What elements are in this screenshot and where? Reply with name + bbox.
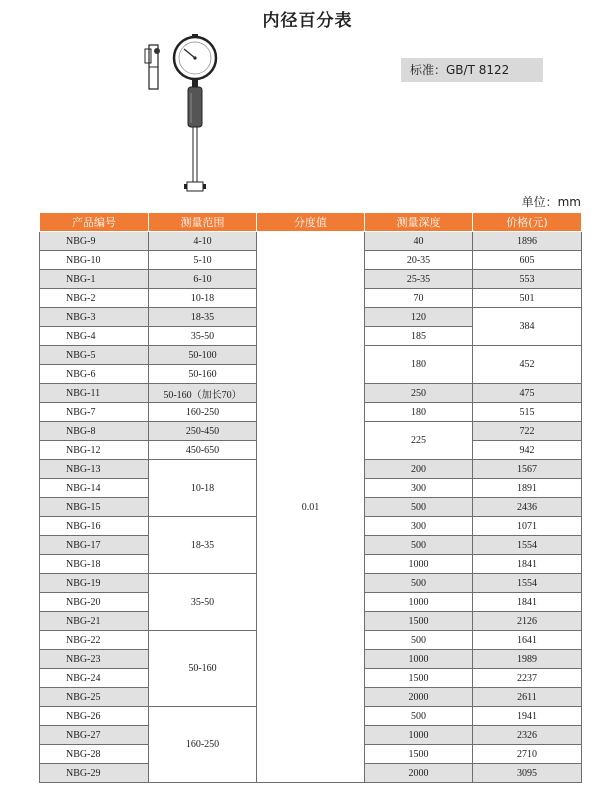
measuring-depth-cell: 500 xyxy=(365,707,473,726)
unit-label: 单位：mm xyxy=(521,195,581,209)
product-code-cell: NBG-12 xyxy=(40,441,149,460)
product-code-cell: NBG-22 xyxy=(40,631,149,650)
header-resolution: 分度值 xyxy=(257,213,365,232)
product-code-cell: NBG-24 xyxy=(40,669,149,688)
measuring-depth-cell: 500 xyxy=(365,498,473,517)
price-cell: 1989 xyxy=(473,650,582,669)
product-code-cell: NBG-1 xyxy=(40,270,149,289)
price-cell: 1567 xyxy=(473,460,582,479)
measuring-depth-cell: 300 xyxy=(365,517,473,536)
measuring-depth-cell: 185 xyxy=(365,327,473,346)
measuring-depth-cell: 1000 xyxy=(365,593,473,612)
price-cell: 1554 xyxy=(473,574,582,593)
table-header-row xyxy=(40,213,582,232)
product-code-cell: NBG-27 xyxy=(40,726,149,745)
measuring-depth-cell: 200 xyxy=(365,460,473,479)
measuring-depth-cell: 2000 xyxy=(365,688,473,707)
measuring-depth-cell: 20-35 xyxy=(365,251,473,270)
page-title: 内径百分表 xyxy=(262,11,353,31)
price-cell: 722 xyxy=(473,422,582,441)
price-cell: 942 xyxy=(473,441,582,460)
product-code-cell: NBG-15 xyxy=(40,498,149,517)
product-code-cell: NBG-3 xyxy=(40,308,149,327)
measuring-range-cell: 35-50 xyxy=(149,327,257,346)
product-code-cell: NBG-10 xyxy=(40,251,149,270)
price-cell: 2436 xyxy=(473,498,582,517)
measuring-range-cell: 450-650 xyxy=(149,441,257,460)
product-code-cell: NBG-8 xyxy=(40,422,149,441)
measuring-range-cell: 160-250 xyxy=(149,403,257,422)
product-code-cell: NBG-5 xyxy=(40,346,149,365)
price-cell: 2710 xyxy=(473,745,582,764)
product-code-cell: NBG-2 xyxy=(40,289,149,308)
price-cell: 1071 xyxy=(473,517,582,536)
measuring-depth-cell: 70 xyxy=(365,289,473,308)
product-code-cell: NBG-26 xyxy=(40,707,149,726)
price-cell: 1641 xyxy=(473,631,582,650)
measuring-depth-cell: 500 xyxy=(365,574,473,593)
product-code-cell: NBG-13 xyxy=(40,460,149,479)
spec-table xyxy=(39,212,582,783)
measuring-depth-cell: 1000 xyxy=(365,650,473,669)
measuring-depth-cell: 2000 xyxy=(365,764,473,783)
measuring-range-cell: 5-10 xyxy=(149,251,257,270)
measuring-range-cell: 18-35 xyxy=(149,308,257,327)
product-code-cell: NBG-28 xyxy=(40,745,149,764)
measuring-range-cell: 250-450 xyxy=(149,422,257,441)
price-cell: 384 xyxy=(473,308,582,346)
price-cell: 1841 xyxy=(473,593,582,612)
measuring-depth-cell: 25-35 xyxy=(365,270,473,289)
table-row xyxy=(40,232,582,251)
product-code-cell: NBG-6 xyxy=(40,365,149,384)
measuring-depth-cell: 40 xyxy=(365,232,473,251)
header-depth: 测量深度 xyxy=(365,213,473,232)
measuring-depth-cell: 1500 xyxy=(365,612,473,631)
measuring-range-cell: 50-160 xyxy=(149,631,257,707)
measuring-depth-cell: 1000 xyxy=(365,726,473,745)
price-cell: 475 xyxy=(473,384,582,403)
price-cell: 2237 xyxy=(473,669,582,688)
price-cell: 515 xyxy=(473,403,582,422)
product-code-cell: NBG-4 xyxy=(40,327,149,346)
header-range: 测量范围 xyxy=(149,213,257,232)
header-code: 产品编号 xyxy=(40,213,149,232)
product-code-cell: NBG-9 xyxy=(40,232,149,251)
price-cell: 2326 xyxy=(473,726,582,745)
price-cell: 1841 xyxy=(473,555,582,574)
product-code-cell: NBG-21 xyxy=(40,612,149,631)
measuring-depth-cell: 1500 xyxy=(365,745,473,764)
product-code-cell: NBG-23 xyxy=(40,650,149,669)
product-code-cell: NBG-25 xyxy=(40,688,149,707)
measuring-range-cell: 160-250 xyxy=(149,707,257,783)
measuring-depth-cell: 1000 xyxy=(365,555,473,574)
measuring-depth-cell: 500 xyxy=(365,536,473,555)
measuring-range-cell: 50-160（加长70） xyxy=(149,384,257,403)
product-code-cell: NBG-18 xyxy=(40,555,149,574)
header-price: 价格(元) xyxy=(473,213,582,232)
measuring-range-cell: 10-18 xyxy=(149,460,257,517)
bore-gauge-illustration-icon xyxy=(135,33,235,198)
measuring-depth-cell: 120 xyxy=(365,308,473,327)
measuring-depth-cell: 180 xyxy=(365,346,473,384)
measuring-range-cell: 10-18 xyxy=(149,289,257,308)
measuring-range-cell: 6-10 xyxy=(149,270,257,289)
measuring-depth-cell: 180 xyxy=(365,403,473,422)
measuring-depth-cell: 500 xyxy=(365,631,473,650)
measuring-depth-cell: 300 xyxy=(365,479,473,498)
product-code-cell: NBG-14 xyxy=(40,479,149,498)
price-cell: 501 xyxy=(473,289,582,308)
product-code-cell: NBG-17 xyxy=(40,536,149,555)
price-cell: 2126 xyxy=(473,612,582,631)
price-cell: 553 xyxy=(473,270,582,289)
price-cell: 1941 xyxy=(473,707,582,726)
product-code-cell: NBG-16 xyxy=(40,517,149,536)
price-cell: 452 xyxy=(473,346,582,384)
measuring-range-cell: 50-100 xyxy=(149,346,257,365)
product-code-cell: NBG-7 xyxy=(40,403,149,422)
product-code-cell: NBG-20 xyxy=(40,593,149,612)
price-cell: 605 xyxy=(473,251,582,270)
standard-label: 标准：GB/T 8122 xyxy=(401,58,543,82)
resolution-cell: 0.01 xyxy=(257,232,365,783)
price-cell: 3095 xyxy=(473,764,582,783)
measuring-depth-cell: 225 xyxy=(365,422,473,460)
measuring-depth-cell: 1500 xyxy=(365,669,473,688)
measuring-range-cell: 50-160 xyxy=(149,365,257,384)
price-cell: 1554 xyxy=(473,536,582,555)
measuring-range-cell: 4-10 xyxy=(149,232,257,251)
product-code-cell: NBG-29 xyxy=(40,764,149,783)
measuring-depth-cell: 250 xyxy=(365,384,473,403)
price-cell: 2611 xyxy=(473,688,582,707)
product-code-cell: NBG-19 xyxy=(40,574,149,593)
measuring-range-cell: 18-35 xyxy=(149,517,257,574)
measuring-range-cell: 35-50 xyxy=(149,574,257,631)
table-body xyxy=(40,232,582,783)
product-code-cell: NBG-11 xyxy=(40,384,149,403)
price-cell: 1896 xyxy=(473,232,582,251)
price-cell: 1891 xyxy=(473,479,582,498)
